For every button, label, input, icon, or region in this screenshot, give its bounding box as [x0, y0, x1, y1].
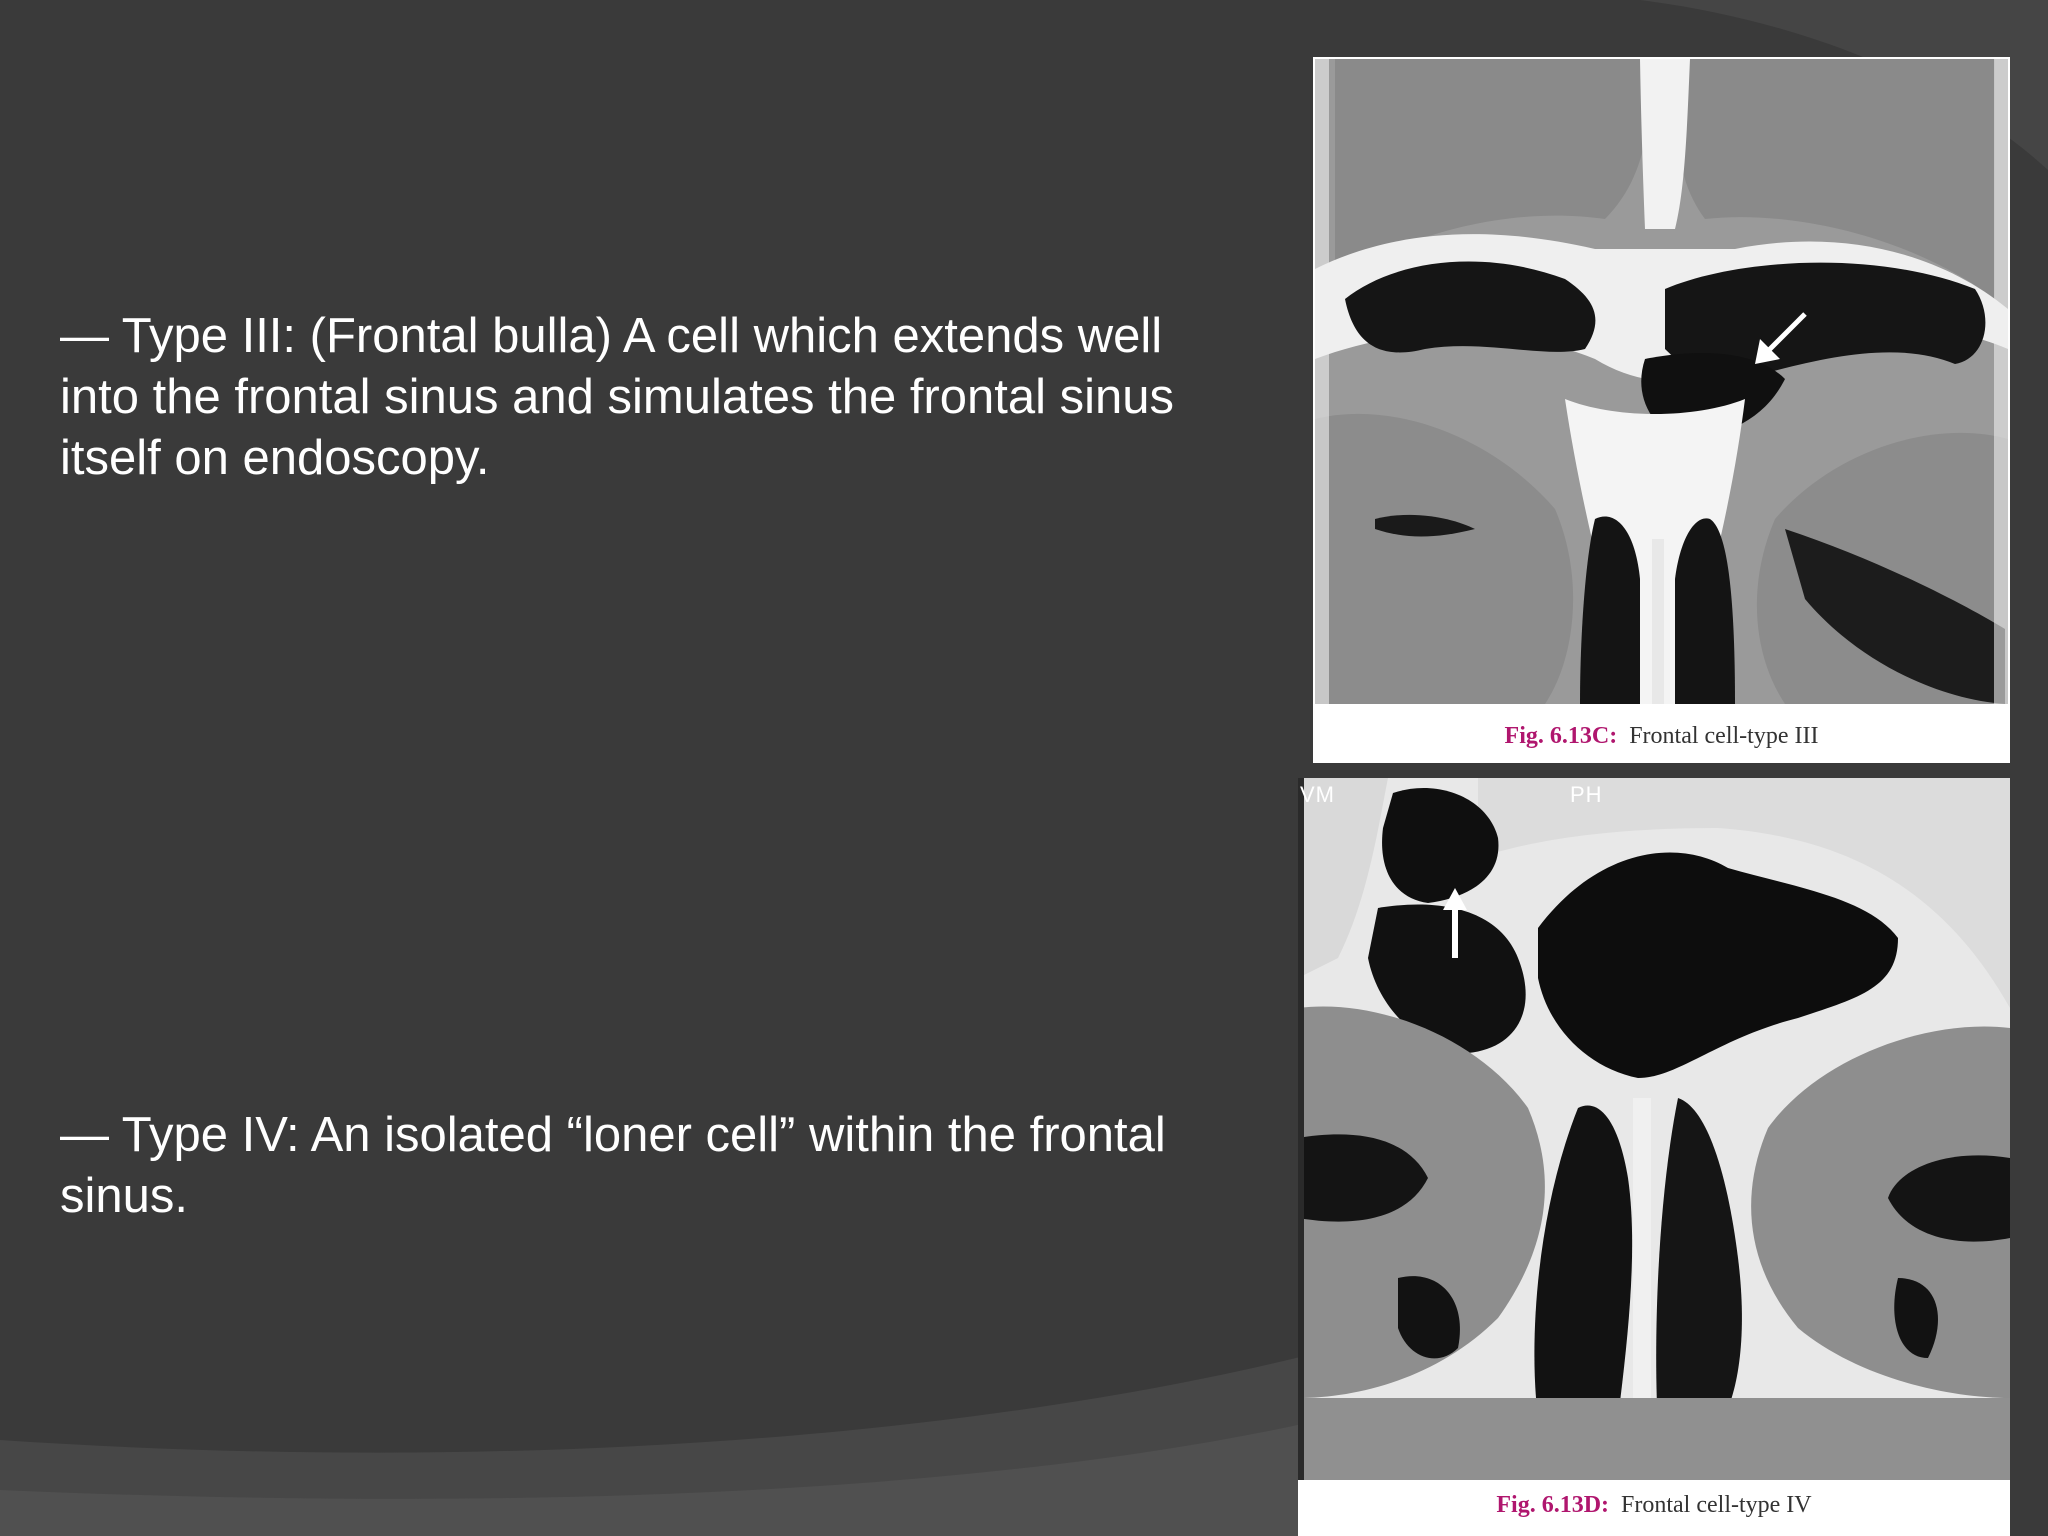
bullet-type-iii [60, 306, 1240, 489]
figure-caption-text: Frontal cell-type IV [1621, 1492, 1812, 1518]
bullet-text: Type IV: An isolated “loner cell” within the frontal sinus. [60, 1108, 1166, 1223]
figure-caption-type-iv [1298, 1492, 2010, 1519]
figure-caption-type-iii [1313, 723, 2010, 750]
figure-ct-type-iii [1313, 57, 2010, 763]
bullet-text: Type III: (Frontal bulla) A cell which extends well into the frontal sinus and simulates the frontal sinus itself on endoscopy. [60, 309, 1175, 485]
bullet-marker: — [60, 1108, 109, 1162]
bullet-type-iv [60, 1105, 1240, 1227]
figure-caption-label: Fig. 6.13D: [1496, 1492, 1610, 1518]
ct-scan-image-type-iv [1298, 778, 2010, 1480]
figure-caption-text: Frontal cell-type III [1629, 723, 1819, 749]
bullet-marker: — [60, 309, 109, 363]
ct-scan-image-type-iii [1315, 59, 2008, 704]
figure-corner-label-left: VM [1300, 782, 1335, 807]
figure-corner-label-center: PH [1570, 782, 1603, 807]
figure-ct-type-iv [1298, 778, 2010, 1536]
figure-caption-label: Fig. 6.13C: [1504, 723, 1618, 749]
